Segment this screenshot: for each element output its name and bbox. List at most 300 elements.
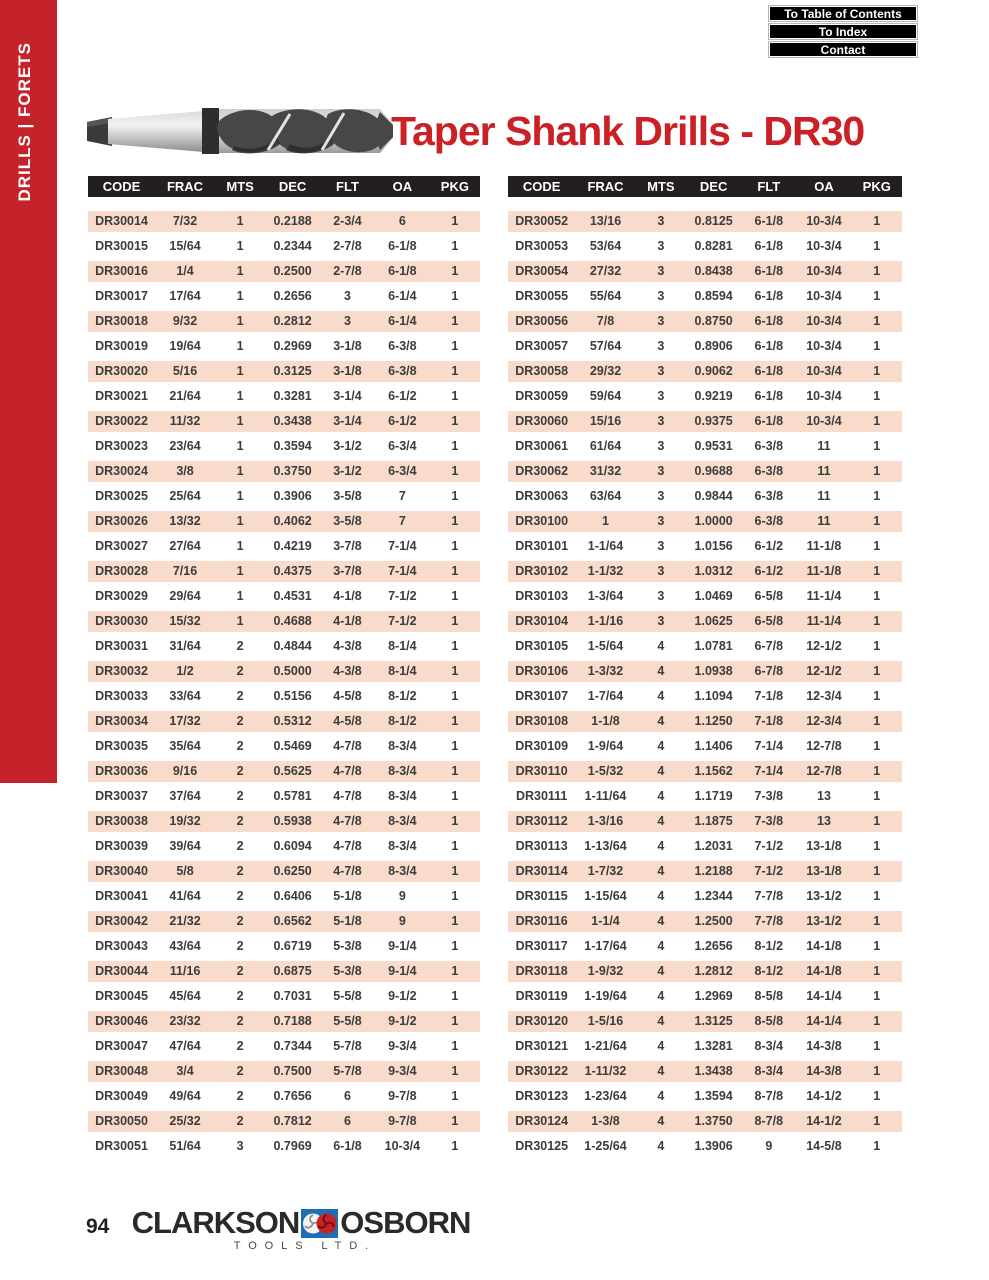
table-cell: 5-1/8 bbox=[333, 889, 362, 903]
table-row bbox=[88, 684, 480, 709]
table-cell: 5-3/8 bbox=[333, 939, 362, 953]
table-cell: 0.6406 bbox=[273, 889, 312, 903]
table-cell: 4-7/8 bbox=[333, 864, 362, 878]
table-cell: 6-1/8 bbox=[754, 214, 784, 228]
table-cell: 1 bbox=[873, 839, 881, 853]
table-row bbox=[508, 334, 902, 359]
table-cell: 1-7/64 bbox=[587, 689, 624, 703]
table-cell: DR30028 bbox=[95, 564, 148, 578]
table-cell: 1 bbox=[873, 214, 881, 228]
table-cell: 1 bbox=[236, 489, 244, 503]
table-cell: 0.9062 bbox=[694, 364, 733, 378]
table-row bbox=[88, 659, 480, 684]
table-cell: 1 bbox=[236, 314, 244, 328]
table-cell: 23/64 bbox=[169, 439, 201, 453]
table-cell: 14-1/2 bbox=[806, 1089, 842, 1103]
table-row bbox=[508, 909, 902, 934]
table-cell: 4 bbox=[657, 1139, 665, 1153]
table-cell: DR30031 bbox=[95, 639, 148, 653]
table-cell: 1.0781 bbox=[694, 639, 733, 653]
table-cell: DR30015 bbox=[95, 239, 148, 253]
table-cell: 3-1/8 bbox=[333, 364, 362, 378]
table-cell: 15/32 bbox=[169, 614, 201, 628]
brand-logo bbox=[131, 1205, 471, 1252]
table-cell: DR30117 bbox=[515, 939, 568, 953]
table-row bbox=[88, 1009, 480, 1034]
table-cell: 1 bbox=[873, 614, 881, 628]
table-cell: 1 bbox=[873, 789, 881, 803]
table-row bbox=[508, 984, 902, 1009]
table-cell: 9-3/4 bbox=[388, 1039, 417, 1053]
table-cell: 1/2 bbox=[176, 664, 194, 678]
table-cell: 1-23/64 bbox=[584, 1089, 627, 1103]
table-cell: 1 bbox=[451, 839, 459, 853]
table-cell: 11-1/8 bbox=[806, 564, 842, 578]
column-header-flt: FLT bbox=[757, 179, 781, 194]
table-cell: 1 bbox=[873, 264, 881, 278]
table-row bbox=[88, 409, 480, 434]
table-cell: 3 bbox=[236, 1139, 244, 1153]
table-cell: 4 bbox=[657, 864, 665, 878]
table-cell: 1 bbox=[873, 239, 881, 253]
table-cell: 8-3/4 bbox=[388, 764, 417, 778]
table-cell: 5-3/8 bbox=[333, 964, 362, 978]
table-cell: 4-1/8 bbox=[333, 589, 362, 603]
table-cell: 2 bbox=[236, 739, 244, 753]
table-cell: 1 bbox=[873, 689, 881, 703]
table-cell: DR30021 bbox=[95, 389, 148, 403]
column-header-code: CODE bbox=[102, 179, 141, 194]
table-cell: 2 bbox=[236, 639, 244, 653]
table-cell: 0.5156 bbox=[273, 689, 312, 703]
table-cell: DR30038 bbox=[95, 814, 148, 828]
table-cell: 2 bbox=[236, 964, 244, 978]
table-cell: 14-1/8 bbox=[806, 964, 842, 978]
table-cell: 9-7/8 bbox=[388, 1114, 417, 1128]
table-cell: 1 bbox=[236, 464, 244, 478]
table-cell: 1 bbox=[451, 714, 459, 728]
table-cell: 1 bbox=[451, 564, 459, 578]
table-cell: 1-3/8 bbox=[591, 1114, 620, 1128]
table-cell: 29/32 bbox=[589, 364, 622, 378]
table-row bbox=[508, 459, 902, 484]
table-cell: 3 bbox=[657, 264, 665, 278]
table-cell: 13/16 bbox=[589, 214, 622, 228]
table-cell: 6-1/8 bbox=[388, 239, 417, 253]
table-cell: 2-7/8 bbox=[333, 239, 362, 253]
table-cell: 1-19/64 bbox=[584, 989, 627, 1003]
table-cell: 11-1/4 bbox=[806, 589, 842, 603]
table-row bbox=[508, 384, 902, 409]
table-cell: 1 bbox=[451, 1064, 459, 1078]
table-cell: 1 bbox=[873, 989, 881, 1003]
table-row bbox=[88, 584, 480, 609]
table-cell: 2 bbox=[236, 1114, 244, 1128]
table-cell: 8-3/4 bbox=[388, 864, 417, 878]
table-cell: 6 bbox=[344, 1114, 351, 1128]
to-index-button[interactable]: To Index bbox=[768, 23, 918, 40]
table-cell: 0.5625 bbox=[273, 764, 312, 778]
table-row bbox=[88, 459, 480, 484]
table-row bbox=[88, 984, 480, 1009]
table-cell: 1-9/32 bbox=[587, 964, 624, 978]
table-cell: 1-21/64 bbox=[584, 1039, 627, 1053]
table-cell: 1-5/32 bbox=[587, 764, 624, 778]
table-row bbox=[88, 634, 480, 659]
table-cell: 1.2969 bbox=[694, 989, 733, 1003]
table-cell: DR30020 bbox=[95, 364, 148, 378]
table-cell: 7-1/4 bbox=[754, 739, 784, 753]
table-cell: 3 bbox=[657, 339, 665, 353]
table-row bbox=[88, 434, 480, 459]
table-cell: 8-3/4 bbox=[754, 1064, 784, 1078]
table-cell: 4 bbox=[657, 1089, 665, 1103]
table-cell: 0.9219 bbox=[694, 389, 733, 403]
table-cell: 3 bbox=[657, 289, 665, 303]
table-cell: 2 bbox=[236, 989, 244, 1003]
table-cell: 1-5/64 bbox=[587, 639, 624, 653]
table-cell: 1 bbox=[451, 464, 459, 478]
table-row bbox=[88, 609, 480, 634]
table-cell: 1 bbox=[451, 889, 459, 903]
table-cell: 1 bbox=[873, 564, 881, 578]
column-header-dec: DEC bbox=[699, 179, 728, 194]
table-cell: 0.2969 bbox=[273, 339, 312, 353]
table-cell: 0.9531 bbox=[694, 439, 733, 453]
table-cell: 8-1/2 bbox=[754, 939, 784, 953]
table-cell: 41/64 bbox=[169, 889, 201, 903]
table-row bbox=[88, 509, 480, 534]
page-number: 94 bbox=[86, 1215, 110, 1238]
table-cell: 9-7/8 bbox=[388, 1089, 417, 1103]
table-cell: 1 bbox=[451, 814, 459, 828]
table-cell: 3 bbox=[657, 239, 665, 253]
table-cell: 1 bbox=[873, 339, 881, 353]
table-cell: 1 bbox=[236, 389, 244, 403]
table-row bbox=[508, 1109, 902, 1134]
table-cell: DR30025 bbox=[95, 489, 148, 503]
table-cell: 1.2188 bbox=[694, 864, 733, 878]
table-cell: 0.5312 bbox=[273, 714, 312, 728]
table-cell: 51/64 bbox=[169, 1139, 201, 1153]
table-cell: 1 bbox=[451, 689, 459, 703]
table-cell: 0.4844 bbox=[273, 639, 312, 653]
table-cell: 4 bbox=[657, 914, 665, 928]
table-cell: 5-5/8 bbox=[333, 989, 362, 1003]
table-cell: 11/32 bbox=[169, 414, 201, 428]
table-cell: 3 bbox=[657, 314, 665, 328]
table-cell: 25/64 bbox=[169, 489, 201, 503]
table-cell: 4-7/8 bbox=[333, 789, 362, 803]
table-cell: 4 bbox=[657, 814, 665, 828]
table-cell: 8-3/4 bbox=[388, 839, 417, 853]
table-cell: 2-7/8 bbox=[333, 264, 362, 278]
table-cell: 4 bbox=[657, 839, 665, 853]
table-cell: DR30026 bbox=[95, 514, 148, 528]
table-cell: 6-3/8 bbox=[754, 439, 784, 453]
table-cell: 9/32 bbox=[172, 314, 198, 328]
table-cell: 1 bbox=[451, 389, 459, 403]
table-cell: 7-1/8 bbox=[754, 714, 784, 728]
table-cell: 9 bbox=[765, 1139, 773, 1153]
table-cell: 0.4062 bbox=[273, 514, 312, 528]
table-cell: DR30110 bbox=[515, 764, 568, 778]
table-cell: 1.2500 bbox=[694, 914, 733, 928]
table-cell: 1 bbox=[873, 1064, 881, 1078]
table-cell: 0.9688 bbox=[694, 464, 733, 478]
table-cell: DR30022 bbox=[95, 414, 148, 428]
table-cell: 0.9844 bbox=[694, 489, 733, 503]
table-cell: 2 bbox=[236, 814, 244, 828]
table-cell: 3 bbox=[657, 514, 665, 528]
table-row bbox=[508, 584, 902, 609]
table-cell: 3 bbox=[657, 614, 665, 628]
table-row bbox=[88, 309, 480, 334]
table-cell: 35/64 bbox=[169, 739, 201, 753]
table-cell: 0.2188 bbox=[273, 214, 312, 228]
table-cell: 2 bbox=[236, 1039, 244, 1053]
table-cell: 1.2656 bbox=[694, 939, 733, 953]
table-cell: 0.8438 bbox=[694, 264, 733, 278]
table-cell: 1-11/32 bbox=[584, 1064, 627, 1078]
table-cell: 1 bbox=[873, 864, 881, 878]
table-row bbox=[88, 484, 480, 509]
table-cell: 0.7344 bbox=[273, 1039, 312, 1053]
brand-word-clarkson: CLARKSON bbox=[131, 1205, 300, 1240]
table-cell: DR30055 bbox=[515, 289, 569, 303]
table-cell: 7-3/8 bbox=[754, 789, 784, 803]
table-cell: 14-3/8 bbox=[806, 1064, 842, 1078]
table-cell: 0.8594 bbox=[694, 289, 733, 303]
table-cell: 1 bbox=[602, 514, 609, 528]
table-cell: 3 bbox=[657, 214, 665, 228]
table-cell: 1.3594 bbox=[694, 1089, 733, 1103]
table-cell: 3 bbox=[657, 389, 665, 403]
table-row bbox=[88, 784, 480, 809]
table-cell: 43/64 bbox=[169, 939, 201, 953]
table-cell: 1 bbox=[873, 964, 881, 978]
table-cell: 6-3/8 bbox=[754, 489, 784, 503]
table-cell: 6 bbox=[344, 1089, 351, 1103]
table-cell: DR30051 bbox=[95, 1139, 148, 1153]
table-cell: 17/64 bbox=[169, 289, 201, 303]
table-row bbox=[508, 659, 902, 684]
table-cell: 2 bbox=[236, 939, 244, 953]
table-cell: 6-1/4 bbox=[388, 289, 417, 303]
table-row bbox=[88, 734, 480, 759]
table-cell: 59/64 bbox=[589, 389, 622, 403]
table-cell: 1 bbox=[451, 439, 459, 453]
table-cell: DR30054 bbox=[515, 264, 569, 278]
table-cell: 4 bbox=[657, 964, 665, 978]
column-header-mts: MTS bbox=[226, 179, 254, 194]
table-cell: 13/32 bbox=[169, 514, 201, 528]
table-header-right bbox=[508, 176, 902, 197]
table-cell: 1.2031 bbox=[694, 839, 733, 853]
table-cell: 3-1/2 bbox=[333, 464, 362, 478]
table-cell: 1 bbox=[873, 1139, 881, 1153]
table-cell: 1 bbox=[451, 514, 459, 528]
table-cell: 1 bbox=[873, 289, 881, 303]
table-row bbox=[508, 359, 902, 384]
table-cell: 19/64 bbox=[169, 339, 201, 353]
table-cell: 21/32 bbox=[169, 914, 201, 928]
table-cell: 3 bbox=[344, 314, 351, 328]
table-cell: 1 bbox=[873, 639, 881, 653]
table-cell: DR30112 bbox=[515, 814, 568, 828]
table-cell: 6-1/2 bbox=[754, 539, 784, 553]
table-cell: 10-3/4 bbox=[806, 339, 842, 353]
table-cell: 8-5/8 bbox=[754, 1014, 784, 1028]
sidebar-tab bbox=[0, 0, 57, 783]
table-cell: 4 bbox=[657, 1014, 665, 1028]
table-cell: 6-5/8 bbox=[754, 589, 784, 603]
table-cell: 1-1/8 bbox=[591, 714, 620, 728]
table-cell: 2 bbox=[236, 864, 244, 878]
table-cell: 1 bbox=[451, 314, 459, 328]
table-row bbox=[508, 784, 902, 809]
table-cell: 4 bbox=[657, 664, 665, 678]
table-cell: 2 bbox=[236, 889, 244, 903]
table-cell: DR30040 bbox=[95, 864, 148, 878]
table-cell: 4 bbox=[657, 889, 665, 903]
table-cell: 57/64 bbox=[589, 339, 622, 353]
table-row bbox=[508, 434, 902, 459]
table-row bbox=[88, 884, 480, 909]
table-row bbox=[508, 259, 902, 284]
table-cell: 3 bbox=[657, 539, 665, 553]
table-row bbox=[508, 1059, 902, 1084]
to-table-of-contents-button[interactable]: To Table of Contents bbox=[768, 5, 918, 22]
table-row bbox=[88, 1109, 480, 1134]
table-cell: 4-7/8 bbox=[333, 839, 362, 853]
table-cell: DR30113 bbox=[515, 839, 568, 853]
table-cell: 6-1/8 bbox=[754, 264, 784, 278]
table-cell: 3/8 bbox=[176, 464, 194, 478]
table-cell: 0.5000 bbox=[273, 664, 312, 678]
table-cell: 1 bbox=[873, 364, 881, 378]
table-cell: 1 bbox=[236, 414, 244, 428]
table-row bbox=[88, 859, 480, 884]
table-row bbox=[88, 1084, 480, 1109]
table-cell: DR30056 bbox=[515, 314, 569, 328]
table-cell: 0.5938 bbox=[273, 814, 312, 828]
table-cell: 6-5/8 bbox=[754, 614, 784, 628]
table-header-left bbox=[88, 176, 480, 197]
table-cell: 13-1/2 bbox=[806, 889, 842, 903]
table-body-left bbox=[88, 209, 480, 1159]
table-cell: 1-3/32 bbox=[587, 664, 624, 678]
table-cell: DR30045 bbox=[95, 989, 148, 1003]
table-cell: 7/16 bbox=[172, 564, 198, 578]
table-row bbox=[88, 384, 480, 409]
table-cell: 53/64 bbox=[589, 239, 622, 253]
table-cell: 3-5/8 bbox=[333, 489, 362, 503]
table-cell: 14-1/4 bbox=[806, 989, 842, 1003]
table-cell: 8-3/4 bbox=[754, 1039, 784, 1053]
table-cell: 0.4375 bbox=[273, 564, 312, 578]
table-row bbox=[88, 1134, 480, 1159]
table-cell: 9-3/4 bbox=[388, 1064, 417, 1078]
table-cell: 1/4 bbox=[176, 264, 194, 278]
table-cell: DR30106 bbox=[515, 664, 569, 678]
table-cell: 3/4 bbox=[176, 1064, 194, 1078]
table-cell: DR30036 bbox=[95, 764, 148, 778]
table-cell: 4-3/8 bbox=[333, 639, 362, 653]
table-cell: 1.1719 bbox=[694, 789, 733, 803]
table-cell: 1 bbox=[451, 589, 459, 603]
table-cell: DR30018 bbox=[95, 314, 148, 328]
table-cell: 4 bbox=[657, 1039, 665, 1053]
table-cell: 6-1/8 bbox=[333, 1139, 362, 1153]
table-cell: 0.6719 bbox=[273, 939, 312, 953]
table-row bbox=[88, 934, 480, 959]
table-cell: 1.2812 bbox=[694, 964, 733, 978]
table-row bbox=[508, 209, 902, 234]
table-cell: 1 bbox=[873, 889, 881, 903]
table-cell: DR30047 bbox=[95, 1039, 148, 1053]
table-cell: 61/64 bbox=[589, 439, 622, 453]
contact-button[interactable]: Contact bbox=[768, 41, 918, 58]
table-cell: 10-3/4 bbox=[806, 389, 842, 403]
table-cell: DR30041 bbox=[95, 889, 148, 903]
table-cell: 6-1/8 bbox=[754, 389, 784, 403]
table-cell: 13 bbox=[817, 789, 831, 803]
table-cell: 4-7/8 bbox=[333, 739, 362, 753]
table-cell: DR30119 bbox=[515, 989, 568, 1003]
table-cell: 0.7812 bbox=[273, 1114, 312, 1128]
table-cell: DR30058 bbox=[515, 364, 569, 378]
table-row bbox=[508, 509, 902, 534]
table-cell: 1 bbox=[873, 1114, 881, 1128]
table-cell: DR30116 bbox=[515, 914, 568, 928]
table-cell: 1.0938 bbox=[694, 664, 733, 678]
table-body-right bbox=[508, 209, 902, 1159]
table-cell: 1-1/32 bbox=[587, 564, 624, 578]
table-cell: 1 bbox=[451, 539, 459, 553]
table-cell: 12-3/4 bbox=[806, 689, 842, 703]
table-cell: DR30024 bbox=[95, 464, 148, 478]
table-cell: 39/64 bbox=[169, 839, 201, 853]
table-cell: 0.6875 bbox=[273, 964, 312, 978]
table-cell: 3-1/2 bbox=[333, 439, 362, 453]
table-cell: 1.1406 bbox=[694, 739, 733, 753]
table-cell: 31/32 bbox=[589, 464, 622, 478]
table-cell: 10-3/4 bbox=[806, 214, 842, 228]
table-cell: 3-1/8 bbox=[333, 339, 362, 353]
table-cell: 12-7/8 bbox=[806, 739, 842, 753]
table-cell: DR30044 bbox=[95, 964, 148, 978]
table-cell: DR30122 bbox=[515, 1064, 569, 1078]
table-cell: DR30017 bbox=[95, 289, 148, 303]
table-cell: 0.4219 bbox=[273, 539, 312, 553]
table-cell: 8-1/2 bbox=[754, 964, 784, 978]
table-cell: 1.3750 bbox=[694, 1114, 733, 1128]
table-cell: 1 bbox=[873, 389, 881, 403]
table-cell: 1 bbox=[873, 939, 881, 953]
table-cell: 1.3125 bbox=[694, 1014, 733, 1028]
table-cell: 1 bbox=[451, 914, 459, 928]
table-cell: 1 bbox=[873, 589, 881, 603]
table-cell: 6-1/8 bbox=[754, 339, 784, 353]
table-cell: DR30039 bbox=[95, 839, 148, 853]
table-cell: 1 bbox=[451, 414, 459, 428]
table-cell: 0.6562 bbox=[273, 914, 312, 928]
table-cell: 6-1/8 bbox=[388, 264, 417, 278]
table-cell: 1 bbox=[873, 464, 881, 478]
table-cell: DR30121 bbox=[515, 1039, 569, 1053]
table-cell: 7-1/4 bbox=[754, 764, 784, 778]
